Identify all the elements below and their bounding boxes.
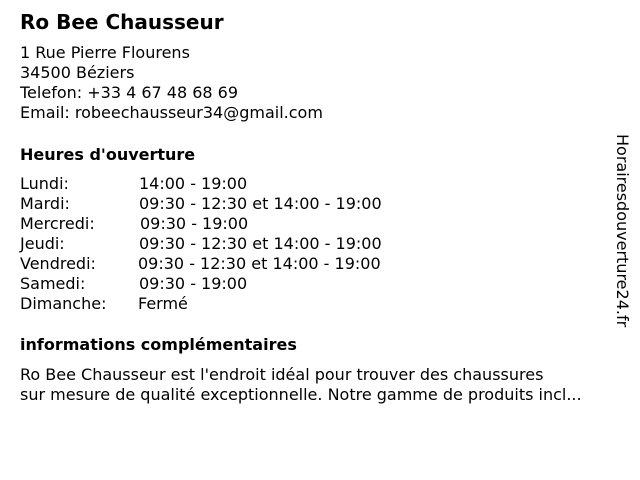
time-value: 14:00 - 19:00 — [139, 174, 248, 193]
info-text-line: sur mesure de qualité exceptionnelle. Notre gamme de produits incl... — [20, 385, 582, 404]
info-text-line: Ro Bee Chausseur est l'endroit idéal pour trouver des chaussures — [20, 365, 544, 384]
time-value: 09:30 - 12:30 et 14:00 - 19:00 — [139, 194, 382, 213]
time-value: 09:30 - 12:30 et 14:00 - 19:00 — [138, 254, 381, 273]
day-label: Samedi: — [20, 274, 86, 293]
day-label: Jeudi: — [20, 234, 65, 253]
site-watermark: Horairesdouverture24.fr — [613, 134, 632, 328]
email-address: Email: robeechausseur34@gmail.com — [20, 103, 323, 122]
day-label: Vendredi: — [20, 254, 96, 273]
day-label: Mercredi: — [20, 214, 95, 233]
day-label: Lundi: — [20, 174, 69, 193]
time-value: 09:30 - 19:00 — [140, 214, 249, 233]
phone-number: Telefon: +33 4 67 48 68 69 — [20, 83, 239, 102]
additional-info-text — [20, 365, 632, 405]
day-label: Dimanche: — [20, 294, 107, 313]
day-label: Mardi: — [20, 194, 70, 213]
opening-hours-heading: Heures d'ouverture — [20, 145, 196, 164]
city-address: 34500 Béziers — [20, 63, 135, 82]
time-value: 09:30 - 19:00 — [139, 274, 248, 293]
street-address: 1 Rue Pierre Flourens — [20, 43, 190, 62]
business-contact — [20, 43, 323, 123]
time-value: Fermé — [138, 294, 188, 313]
additional-info-heading: informations complémentaires — [20, 335, 297, 354]
time-value: 09:30 - 12:30 et 14:00 - 19:00 — [139, 234, 382, 253]
business-name: Ro Bee Chausseur — [20, 10, 224, 34]
